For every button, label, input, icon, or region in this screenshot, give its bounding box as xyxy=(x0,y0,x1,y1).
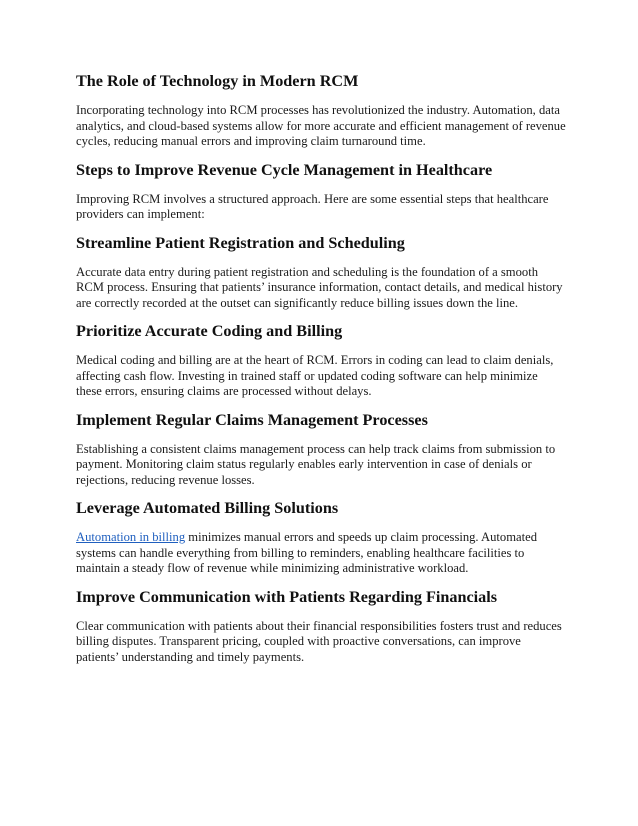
paragraph-line: Accurate data entry during patient registration and scheduling is the foundation of a smooth xyxy=(76,264,538,279)
paragraph-line: Establishing a consistent claims management process can help track claims from submission to xyxy=(76,441,556,456)
paragraph-line: patients’ understanding and timely payments. xyxy=(76,649,305,664)
paragraph-line: providers can implement: xyxy=(76,207,205,221)
section-heading: Streamline Patient Registration and Scheduling xyxy=(76,233,405,252)
section-heading: Improve Communication with Patients Regarding Financials xyxy=(76,587,498,606)
document-content xyxy=(76,71,576,675)
paragraph-line: are correctly recorded at the outset can significantly reduce billing issues down the line. xyxy=(76,295,519,310)
section-paragraph xyxy=(76,442,576,489)
section-heading: Steps to Improve Revenue Cycle Management in Healthcare xyxy=(76,160,493,179)
section-heading: Implement Regular Claims Management Processes xyxy=(76,410,428,429)
paragraph-line: payment. Monitoring claim status regularly enables early intervention in case of denials or xyxy=(76,457,532,471)
paragraph-line: Improving RCM involves a structured approach. Here are some essential steps that healthcare xyxy=(76,191,549,206)
paragraph-line: RCM process. Ensuring that patients’ insurance information, contact details, and medical history xyxy=(76,280,563,294)
paragraph-line: billing disputes. Transparent pricing, coupled with proactive conversations, can improve xyxy=(76,634,521,648)
section-paragraph xyxy=(76,353,576,400)
section-patient-communication xyxy=(76,587,576,666)
paragraph-line xyxy=(76,530,576,546)
section-heading: The Role of Technology in Modern RCM xyxy=(76,72,359,90)
section-paragraph xyxy=(76,103,576,150)
paragraph-line: Incorporating technology into RCM processes has revolutionized the industry. Automation, data xyxy=(76,103,560,117)
paragraph-line: Clear communication with patients about their financial responsibilities fosters trust and reduces xyxy=(76,618,562,633)
section-claims-management xyxy=(76,410,576,489)
paragraph-line: rejections, reducing revenue losses. xyxy=(76,472,255,487)
section-technology-role xyxy=(76,71,576,150)
section-heading: Prioritize Accurate Coding and Billing xyxy=(76,322,343,340)
section-paragraph xyxy=(76,265,576,312)
section-paragraph xyxy=(76,619,576,666)
section-paragraph xyxy=(76,192,576,223)
paragraph-line: systems can handle everything from billing to reminders, enabling healthcare facilities to xyxy=(76,545,525,560)
section-streamline-registration xyxy=(76,233,576,312)
section-heading: Leverage Automated Billing Solutions xyxy=(76,499,339,517)
section-paragraph xyxy=(76,530,576,577)
paragraph-line: cycles, reducing manual errors and improving claim turnaround time. xyxy=(76,134,426,148)
paragraph-line: Medical coding and billing are at the heart of RCM. Errors in coding can lead to claim denials, xyxy=(76,353,554,367)
paragraph-line: these errors, ensuring claims are processed without delays. xyxy=(76,384,372,398)
section-steps-to-improve xyxy=(76,160,576,223)
section-automated-billing xyxy=(76,498,576,577)
section-accurate-coding xyxy=(76,321,576,400)
paragraph-line: affecting cash flow. Investing in trained staff or updated coding software can help minimize xyxy=(76,368,538,383)
paragraph-line: maintain a steady flow of revenue while minimizing administrative workload. xyxy=(76,561,469,575)
paragraph-line-rest: minimizes manual errors and speeds up claim processing. Automated xyxy=(185,530,537,544)
paragraph-line: analytics, and cloud-based systems allow for more accurate and efficient management of revenue xyxy=(76,118,566,133)
automation-in-billing-link[interactable]: Automation in billing xyxy=(76,530,186,544)
